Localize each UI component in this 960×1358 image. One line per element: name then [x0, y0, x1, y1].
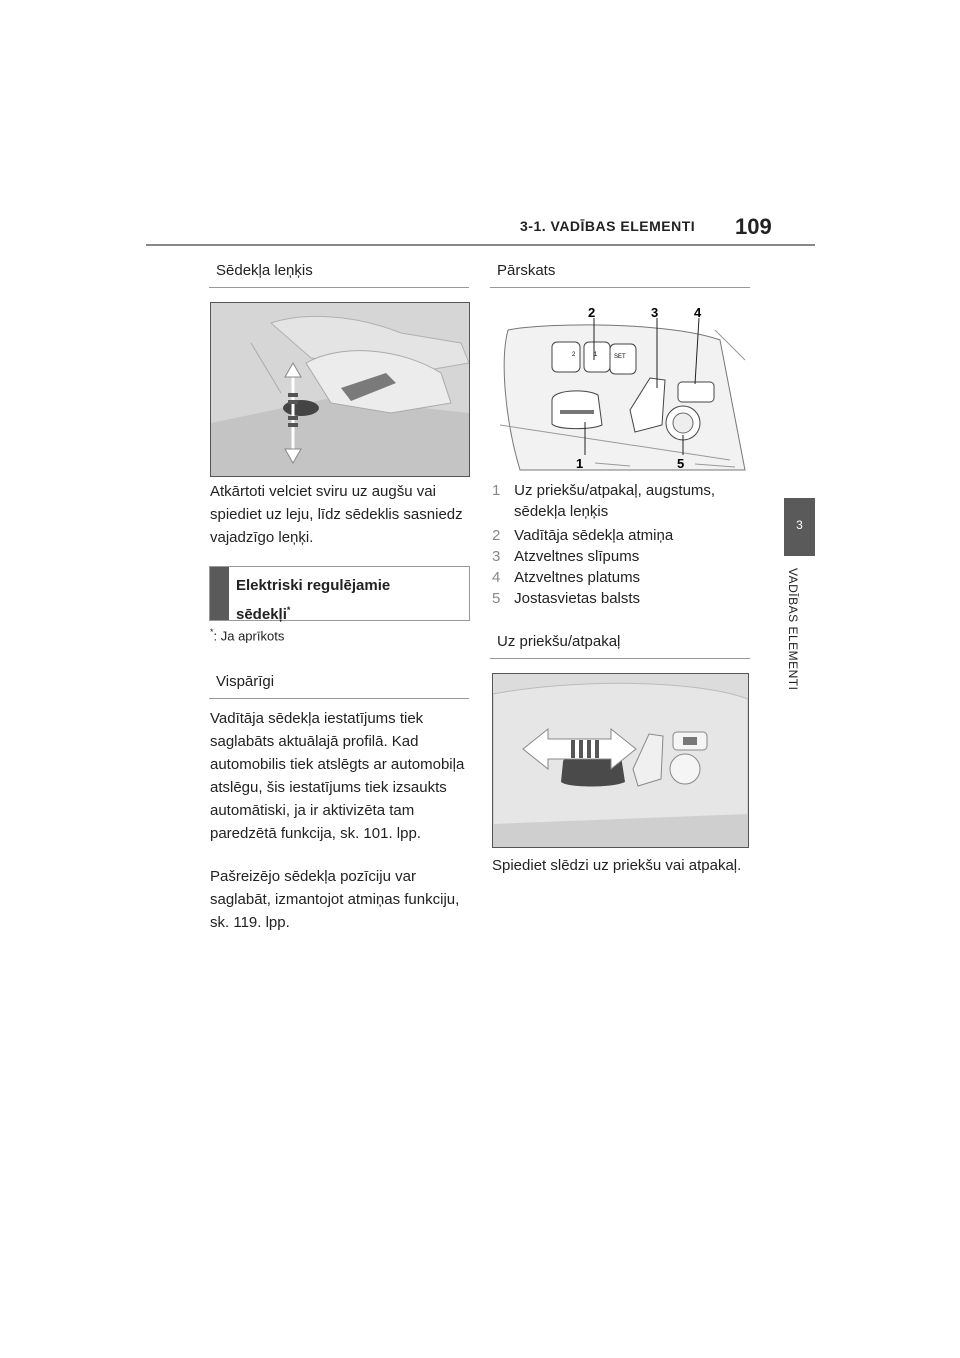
seat-angle-photo: [210, 302, 470, 477]
item-number: 4: [492, 569, 501, 586]
chapter-label: VADĪBAS ELEMENTI: [786, 568, 800, 691]
list-item: [492, 567, 752, 588]
item-text-cont: sēdekļa leņķis: [514, 503, 609, 520]
item-text: Jostasvietas balsts: [514, 590, 641, 607]
general-heading: Vispārīgi: [216, 673, 275, 690]
seat-controls-diagram: [490, 300, 750, 475]
seat-angle-heading: Sēdekļa leņķis: [216, 262, 313, 279]
list-item: [492, 546, 752, 567]
forward-back-heading: Uz priekšu/atpakaļ: [497, 633, 621, 650]
footnote-text: : Ja aprīkots: [213, 628, 285, 644]
page-number: 109: [735, 214, 772, 239]
heading-rule: [490, 658, 750, 659]
callout-5: 5: [677, 456, 685, 471]
item-text: Atzveltnes platums: [514, 569, 641, 586]
footnote: [210, 627, 284, 643]
running-header: 3-1. VADĪBAS ELEMENTI: [520, 218, 696, 234]
seat-angle-text: Atkārtoti velciet sviru uz augšu vai spiediet uz leju, līdz sēdeklis sasniedz vajadzīgo leņķi.: [210, 483, 463, 546]
overview-heading: Pārskats: [497, 262, 556, 279]
callout-3: 3: [651, 305, 659, 320]
item-number: 5: [492, 590, 501, 607]
heading-line2: sēdekļi: [236, 606, 287, 623]
callout-1: 1: [576, 456, 584, 471]
item-text: Atzveltnes slīpums: [514, 548, 640, 565]
general-text-2: Pašreizējo sēdekļa pozīciju var saglabāt, izmantojot atmiņas funkciju, sk. 119. lpp.: [210, 868, 460, 931]
memory-button-label: 1: [594, 352, 598, 358]
heading-line1: Elektriski regulējamie: [236, 577, 391, 594]
heading-rule: [209, 287, 469, 288]
list-item: [492, 480, 752, 522]
heading-box-bar: [210, 567, 229, 620]
callout-2: 2: [588, 305, 596, 320]
heading-rule: [209, 698, 469, 699]
forward-back-photo: [492, 673, 749, 848]
item-text: Uz priekšu/atpakaļ, augstums,: [514, 482, 716, 499]
legend-list: [492, 480, 752, 609]
heading-rule: [490, 287, 750, 288]
list-item: [492, 525, 752, 546]
memory-button-label: 2: [572, 352, 576, 358]
callout-4: 4: [694, 305, 702, 320]
chapter-number: 3: [796, 518, 803, 532]
list-item: [492, 588, 752, 609]
electric-seats-heading-box: [209, 566, 470, 621]
item-text: Vadītāja sēdekļa atmiņa: [514, 527, 674, 544]
item-number: 2: [492, 527, 501, 544]
item-number: 3: [492, 548, 501, 565]
set-button-label: SET: [614, 354, 626, 360]
item-number: 1: [492, 482, 501, 499]
general-text-1: Vadītāja sēdekļa iestatījums tiek saglabāts aktuālajā profilā. Kad automobilis tiek atslēgts ar automobiļa atslēgu, šis iestatījums tiek izsaukts automātiski, ja ir aktivizēta tam paredzētā funkcija, sk. 101. lpp.: [210, 710, 465, 842]
asterisk: *: [286, 605, 291, 615]
header-rule: [146, 244, 815, 246]
forward-back-text: Spiediet slēdzi uz priekšu vai atpakaļ.: [492, 857, 742, 874]
electric-seats-heading: [236, 573, 390, 627]
footnote-mark: *: [210, 627, 214, 637]
